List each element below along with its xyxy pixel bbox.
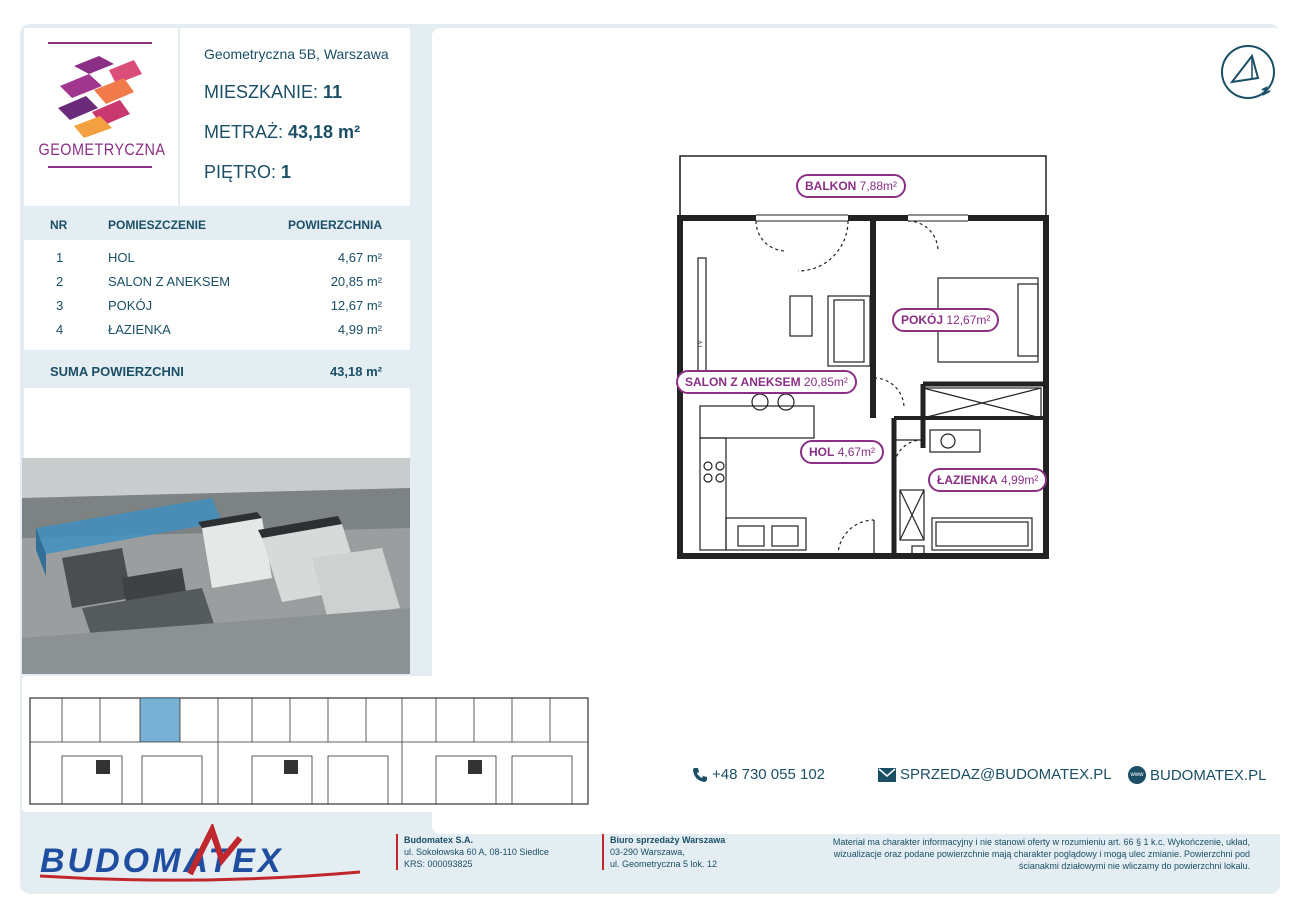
building-location-plan	[22, 676, 596, 812]
col-room: POMIESZCZENIE	[108, 218, 207, 232]
logo-cubes-icon	[54, 56, 144, 138]
lazienka-name: ŁAZIENKA	[937, 473, 998, 487]
col-nr: NR	[50, 218, 68, 232]
unit-label: MIESZKANIE:	[204, 82, 319, 102]
table-row	[24, 246, 410, 270]
www-icon: www	[1128, 766, 1146, 784]
row-area: 20,85 m²	[330, 274, 382, 289]
row-room: POKÓJ	[108, 298, 153, 313]
email-address: SPRZEDAZ@BUDOMATEX.PL	[900, 766, 1112, 783]
row-area: 12,67 m²	[330, 298, 382, 313]
phone-contact[interactable]	[692, 766, 825, 783]
area-label: METRAŻ:	[204, 122, 283, 142]
website-url: BUDOMATEX.PL	[1150, 766, 1267, 784]
balkon-area: 7,88m²	[859, 179, 898, 193]
apartment-floor-plan	[668, 148, 1068, 568]
row-area: 4,67 m²	[337, 250, 382, 265]
row-room: HOL	[108, 250, 135, 265]
row-nr: 4	[56, 322, 64, 337]
phone-icon	[692, 767, 708, 783]
page-sheet	[20, 24, 1280, 894]
budomatex-logo	[40, 824, 370, 884]
label-balkon	[796, 174, 906, 198]
website-contact[interactable]	[1128, 766, 1266, 784]
aerial-visualization	[22, 458, 410, 674]
salon-area: 20,85m²	[803, 375, 848, 389]
company-address: ul. Sokołowska 60 A, 08-110 Siedlce	[404, 847, 549, 857]
header-block	[24, 28, 410, 206]
company-krs: KRS: 000093825	[404, 859, 473, 869]
row-area: 4,99 m²	[337, 322, 382, 337]
salon-name: SALON Z ANEKSEM	[685, 375, 801, 389]
col-area: POWIERZCHNIA	[288, 218, 382, 232]
label-pokoj	[892, 308, 999, 332]
logo-bottom-line	[48, 166, 152, 168]
disclaimer-line-1: Materiał ma charakter informacyjny i nie stanowi oferty w rozumieniu art. 66 § 1 k.c. Wykończenie, układ,	[832, 837, 1250, 847]
table-row	[24, 270, 410, 294]
company-logo-text: BUDOMATEX	[40, 842, 284, 880]
hol-area: 4,67m²	[837, 445, 876, 459]
aerial-image	[22, 458, 410, 674]
room-table	[24, 240, 410, 350]
compass-icon	[1218, 42, 1278, 102]
spacer	[24, 388, 410, 458]
logo-top-line	[48, 42, 152, 44]
balkon-name: BALKON	[805, 179, 857, 193]
hol-name: HOL	[809, 445, 835, 459]
email-icon	[878, 768, 896, 782]
disclaimer-line-3: ścianakmi działowymi nie wliczamy do powierzchni lokalu.	[1018, 861, 1250, 871]
row-nr: 2	[56, 274, 64, 289]
unit-value: 11	[323, 82, 343, 102]
email-contact[interactable]	[878, 766, 1112, 783]
office-info	[602, 834, 725, 870]
sum-label: SUMA POWIERZCHNI	[50, 364, 184, 379]
footer	[20, 814, 1280, 894]
pokoj-area: 12,67m²	[946, 313, 991, 327]
area-value: 43,18 m²	[288, 122, 361, 142]
label-hol	[800, 440, 884, 464]
sum-value: 43,18 m²	[329, 364, 382, 379]
company-info	[396, 834, 549, 870]
row-room: ŁAZIENKA	[108, 322, 171, 337]
table-row	[24, 294, 410, 318]
table-sum	[24, 354, 410, 388]
apartment-info	[198, 28, 410, 206]
disclaimer	[810, 836, 1250, 872]
floor-value: 1	[281, 162, 292, 182]
company-name: Budomatex S.A.	[404, 835, 474, 845]
row-nr: 1	[56, 250, 64, 265]
office-street: ul. Geometryczna 5 lok. 12	[610, 859, 718, 869]
address: Geometryczna 5B, Warszawa	[204, 46, 389, 62]
building-plan-drawing	[22, 676, 596, 812]
phone-number: +48 730 055 102	[712, 766, 826, 783]
unit-line	[204, 82, 342, 103]
table-header	[24, 208, 410, 240]
pokoj-name: POKÓJ	[901, 313, 944, 327]
table-row	[24, 318, 410, 342]
row-nr: 3	[56, 298, 64, 313]
logo-text: GEOMETRYCZNA	[38, 140, 166, 159]
office-city: 03-290 Warszawa,	[610, 847, 685, 857]
geometryczna-logo	[24, 28, 180, 206]
floor-label: PIĘTRO:	[204, 162, 277, 182]
office-title: Biuro sprzedaży Warszawa	[610, 835, 726, 845]
tv-label: TV	[698, 340, 704, 348]
label-salon	[676, 370, 857, 394]
disclaimer-line-2: wizualizacje oraz podane powierzchnie mają charakter poglądowy i mogą ulec zmianie. Powierzchni pod	[833, 849, 1250, 859]
floor-line	[204, 162, 291, 183]
area-line	[204, 122, 360, 143]
label-lazienka	[928, 468, 1047, 492]
row-room: SALON Z ANEKSEM	[108, 274, 231, 289]
lazienka-area: 4,99m²	[1001, 473, 1039, 487]
